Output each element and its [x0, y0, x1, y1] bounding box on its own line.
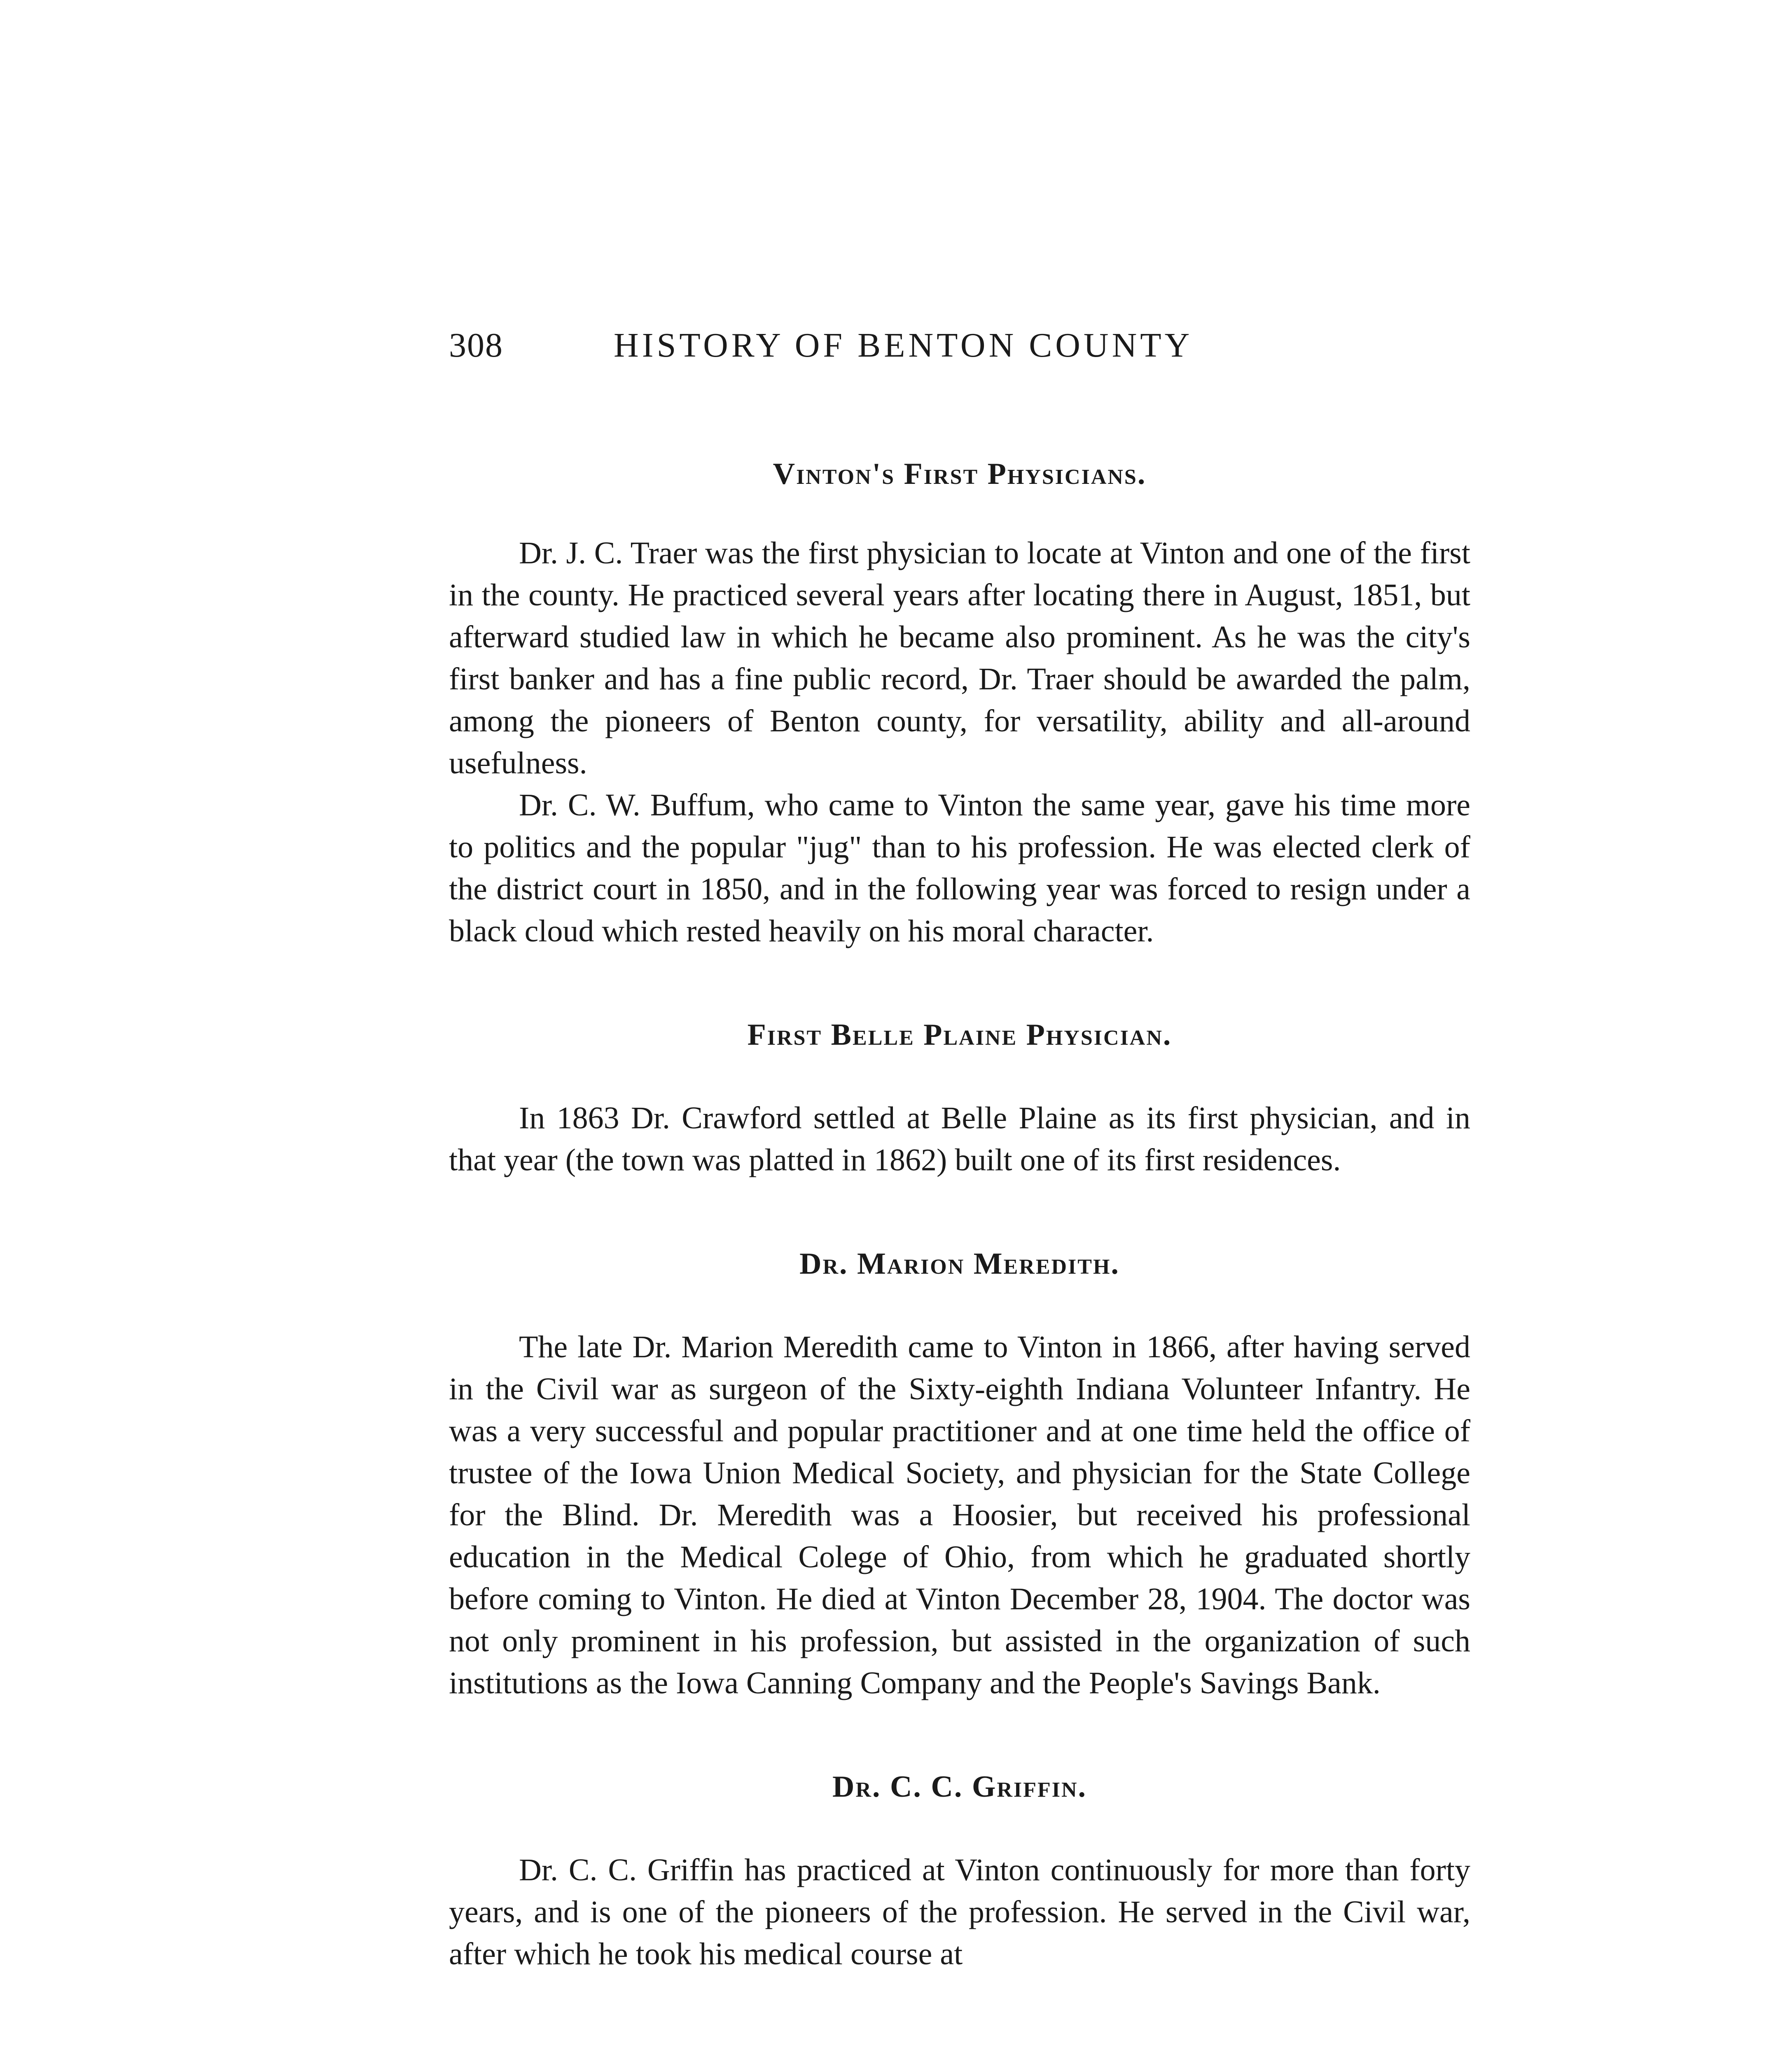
section-heading-belle-plaine: First Belle Plaine Physician. [747, 1018, 1172, 1052]
paragraph-buffum: Dr. C. W. Buffum, who came to Vinton the same year, gave his time more to politics and the popular "jug" than to his profession. He was elected clerk of the district court in 1850, and in the following year was forced to resign under a black cloud which rested heavily on his moral character. [449, 788, 1470, 948]
running-title: HISTORY OF BENTON COUNTY [614, 326, 1193, 364]
body-text [449, 453, 1470, 1975]
page-number: 308 [449, 326, 503, 364]
paragraph-crawford: In 1863 Dr. Crawford settled at Belle Plaine as its first physician, and in that year (the town was platted in 1862) built one of its first residences. [449, 1101, 1470, 1177]
section-heading-vinton-physicians: Vinton's First Physicians. [773, 457, 1147, 491]
section-heading-griffin: Dr. C. C. Griffin. [832, 1770, 1087, 1804]
running-head [449, 325, 1479, 375]
paragraph-meredith: The late Dr. Marion Meredith came to Vinton in 1866, after having served in the Civil war as surgeon of the Sixty-eighth Indiana Volunteer Infantry. He was a very successful and popular practitioner and at one time held the office of trustee of the Iowa Union Medical Society, and physician for the State College for the Blind. Dr. Meredith was a Hoosier, but received his professional education in the Medical Colege of Ohio, from which he graduated shortly before coming to Vinton. He died at Vinton December 28, 1904. The doctor was not only prominent in his profession, but assisted in the organization of such institutions as the Iowa Canning Company and the People's Savings Bank. [449, 1330, 1470, 1700]
paragraph-griffin: Dr. C. C. Griffin has practiced at Vinton continuously for more than forty years, and is one of the pioneers of the profession. He served in the Civil war, after which he took his medical course at [449, 1853, 1470, 1971]
paragraph-traer: Dr. J. C. Traer was the first physician to locate at Vinton and one of the first in the county. He practiced several years after locating there in August, 1851, but afterward studied law in which he became also prominent. As he was the city's first banker and has a fine public record, Dr. Traer should be awarded the palm, among the pioneers of Benton county, for versatility, ability and all-around usefulness. [449, 536, 1470, 780]
section-heading-meredith: Dr. Marion Meredith. [799, 1247, 1120, 1281]
